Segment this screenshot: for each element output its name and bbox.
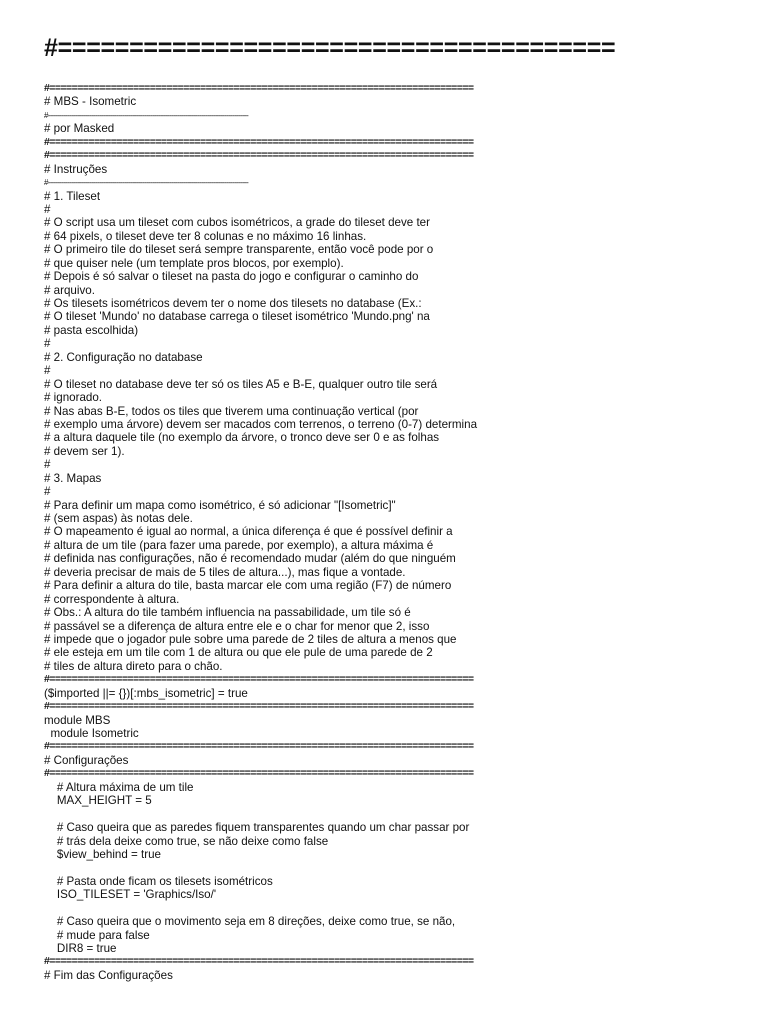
code-line: #------------------------------------------------------------------------------------------------------	[44, 178, 249, 188]
code-line: # O tileset no database deve ter só os tiles A5 e B-E, qualquer outro tile será	[44, 377, 438, 391]
code-line: #	[44, 364, 51, 378]
code-line	[44, 902, 734, 915]
code-line: #============================================================================	[44, 700, 474, 713]
code-line: # definida nas configurações, não é recomendado mudar (além do que ninguém	[44, 552, 456, 566]
code-line: #============================================================================	[44, 82, 474, 94]
code-line: # O primeiro tile do tileset será sempre transparente, então você pode por o	[44, 243, 434, 257]
code-line: # ignorado.	[44, 391, 103, 405]
code-line: # ele esteja em um tile com 1 de altura ou que ele pule de uma parede de 2	[44, 646, 433, 660]
code-line: # O script usa um tileset com cubos isométricos, a grade do tileset deve ter	[44, 216, 430, 230]
code-line: # Instruções	[44, 162, 108, 176]
code-line: # Caso queira que o movimento seja em 8 direções, deixe como true, se não,	[44, 915, 456, 929]
code-line: #============================================================================	[44, 673, 474, 686]
code-line: # Altura máxima de um tile	[44, 780, 194, 794]
code-line: #============================================================================	[44, 955, 474, 968]
code-line: # Pasta onde ficam os tilesets isométricos	[44, 874, 273, 888]
code-line: # trás dela deixe como true, se não deixe como false	[44, 834, 329, 848]
code-line: #	[44, 485, 51, 499]
code-line: # Caso queira que as paredes fiquem transparentes quando um char passar por	[44, 821, 470, 835]
code-line: # MBS - Isometric	[44, 95, 137, 109]
code-line: #	[44, 337, 51, 351]
code-line: # devem ser 1).	[44, 444, 125, 458]
code-line: # exemplo uma árvore) devem ser macados com terrenos, o terreno (0-7) determina	[44, 417, 478, 431]
code-line: # Fim das Configurações	[44, 968, 173, 982]
code-line: # Depois é só salvar o tileset na pasta do jogo e configurar o caminho do	[44, 270, 419, 284]
code-line: #	[44, 458, 51, 472]
code-line: $view_behind = true	[44, 847, 161, 861]
code-line: # (sem aspas) às notas dele.	[44, 512, 193, 525]
code-line: # passável se a diferença de altura entre ele e o char for menor que 2, isso	[44, 619, 430, 633]
code-line: # a altura daquele tile (no exemplo da árvore, o tronco deve ser 0 e as folhas	[44, 431, 440, 445]
code-line: # por Masked	[44, 122, 115, 136]
code-line: #============================================================================	[44, 767, 474, 780]
code-line: # que quiser nele (um template pros blocos, por exemplo).	[44, 256, 344, 270]
code-line: #============================================================================	[44, 149, 474, 162]
code-line: # 3. Mapas	[44, 471, 102, 485]
code-line: # impede que o jogador pule sobre uma parede de 2 tiles de altura a menos que	[44, 632, 457, 646]
code-line: # Configurações	[44, 753, 129, 767]
code-line: # correspondente à altura.	[44, 592, 180, 606]
code-line: ($imported ||= {})[:mbs_isometric] = true	[44, 686, 248, 700]
code-line: # Os tilesets isométricos devem ter o nome dos tilesets no database (Ex.:	[44, 297, 422, 310]
code-line: DIR8 = true	[44, 942, 117, 955]
code-line: # mude para false	[44, 928, 150, 942]
code-line: # tiles de altura direto para o chão.	[44, 659, 223, 673]
code-body	[44, 82, 734, 982]
code-line: #============================================================================	[44, 740, 474, 753]
code-line: # 1. Tileset	[44, 189, 101, 203]
code-line: module Isometric	[44, 727, 139, 740]
code-line	[44, 808, 734, 821]
page-title: #=======================================	[44, 34, 616, 62]
code-line: # Para definir um mapa como isométrico, é só adicionar "[Isometric]"	[44, 498, 396, 512]
code-line: # pasta escolhida)	[44, 323, 139, 337]
code-line: #============================================================================	[44, 135, 474, 148]
code-line: #------------------------------------------------------------------------------------------------------	[44, 110, 249, 120]
code-line: module MBS	[44, 713, 111, 727]
code-line: # Nas abas B-E, todos os tiles que tiverem uma continuação vertical (por	[44, 404, 419, 418]
code-line: # 2. Configuração no database	[44, 350, 203, 364]
code-line: # O tileset 'Mundo' no database carrega o tileset isométrico 'Mundo.png' na	[44, 310, 430, 324]
code-line: # Para definir a altura do tile, basta marcar ele com uma região (F7) de número	[44, 579, 452, 593]
code-line: # deveria precisar de mais de 5 tiles de altura...), mas fique a vontade.	[44, 565, 406, 579]
code-line: # arquivo.	[44, 283, 95, 297]
code-line	[44, 861, 734, 874]
code-line: #	[44, 202, 51, 216]
code-line: # Obs.: A altura do tile também influencia na passabilidade, um tile só é	[44, 606, 411, 620]
code-line: MAX_HEIGHT = 5	[44, 794, 152, 808]
code-line: # altura de um tile (para fazer uma parede, por exemplo), a altura máxima é	[44, 538, 434, 552]
code-line: # O mapeamento é igual ao normal, a única diferença é que é possível definir a	[44, 525, 453, 539]
code-line: ISO_TILESET = 'Graphics/Iso/'	[44, 888, 217, 902]
code-line: # 64 pixels, o tileset deve ter 8 colunas e no máximo 16 linhas.	[44, 229, 367, 243]
